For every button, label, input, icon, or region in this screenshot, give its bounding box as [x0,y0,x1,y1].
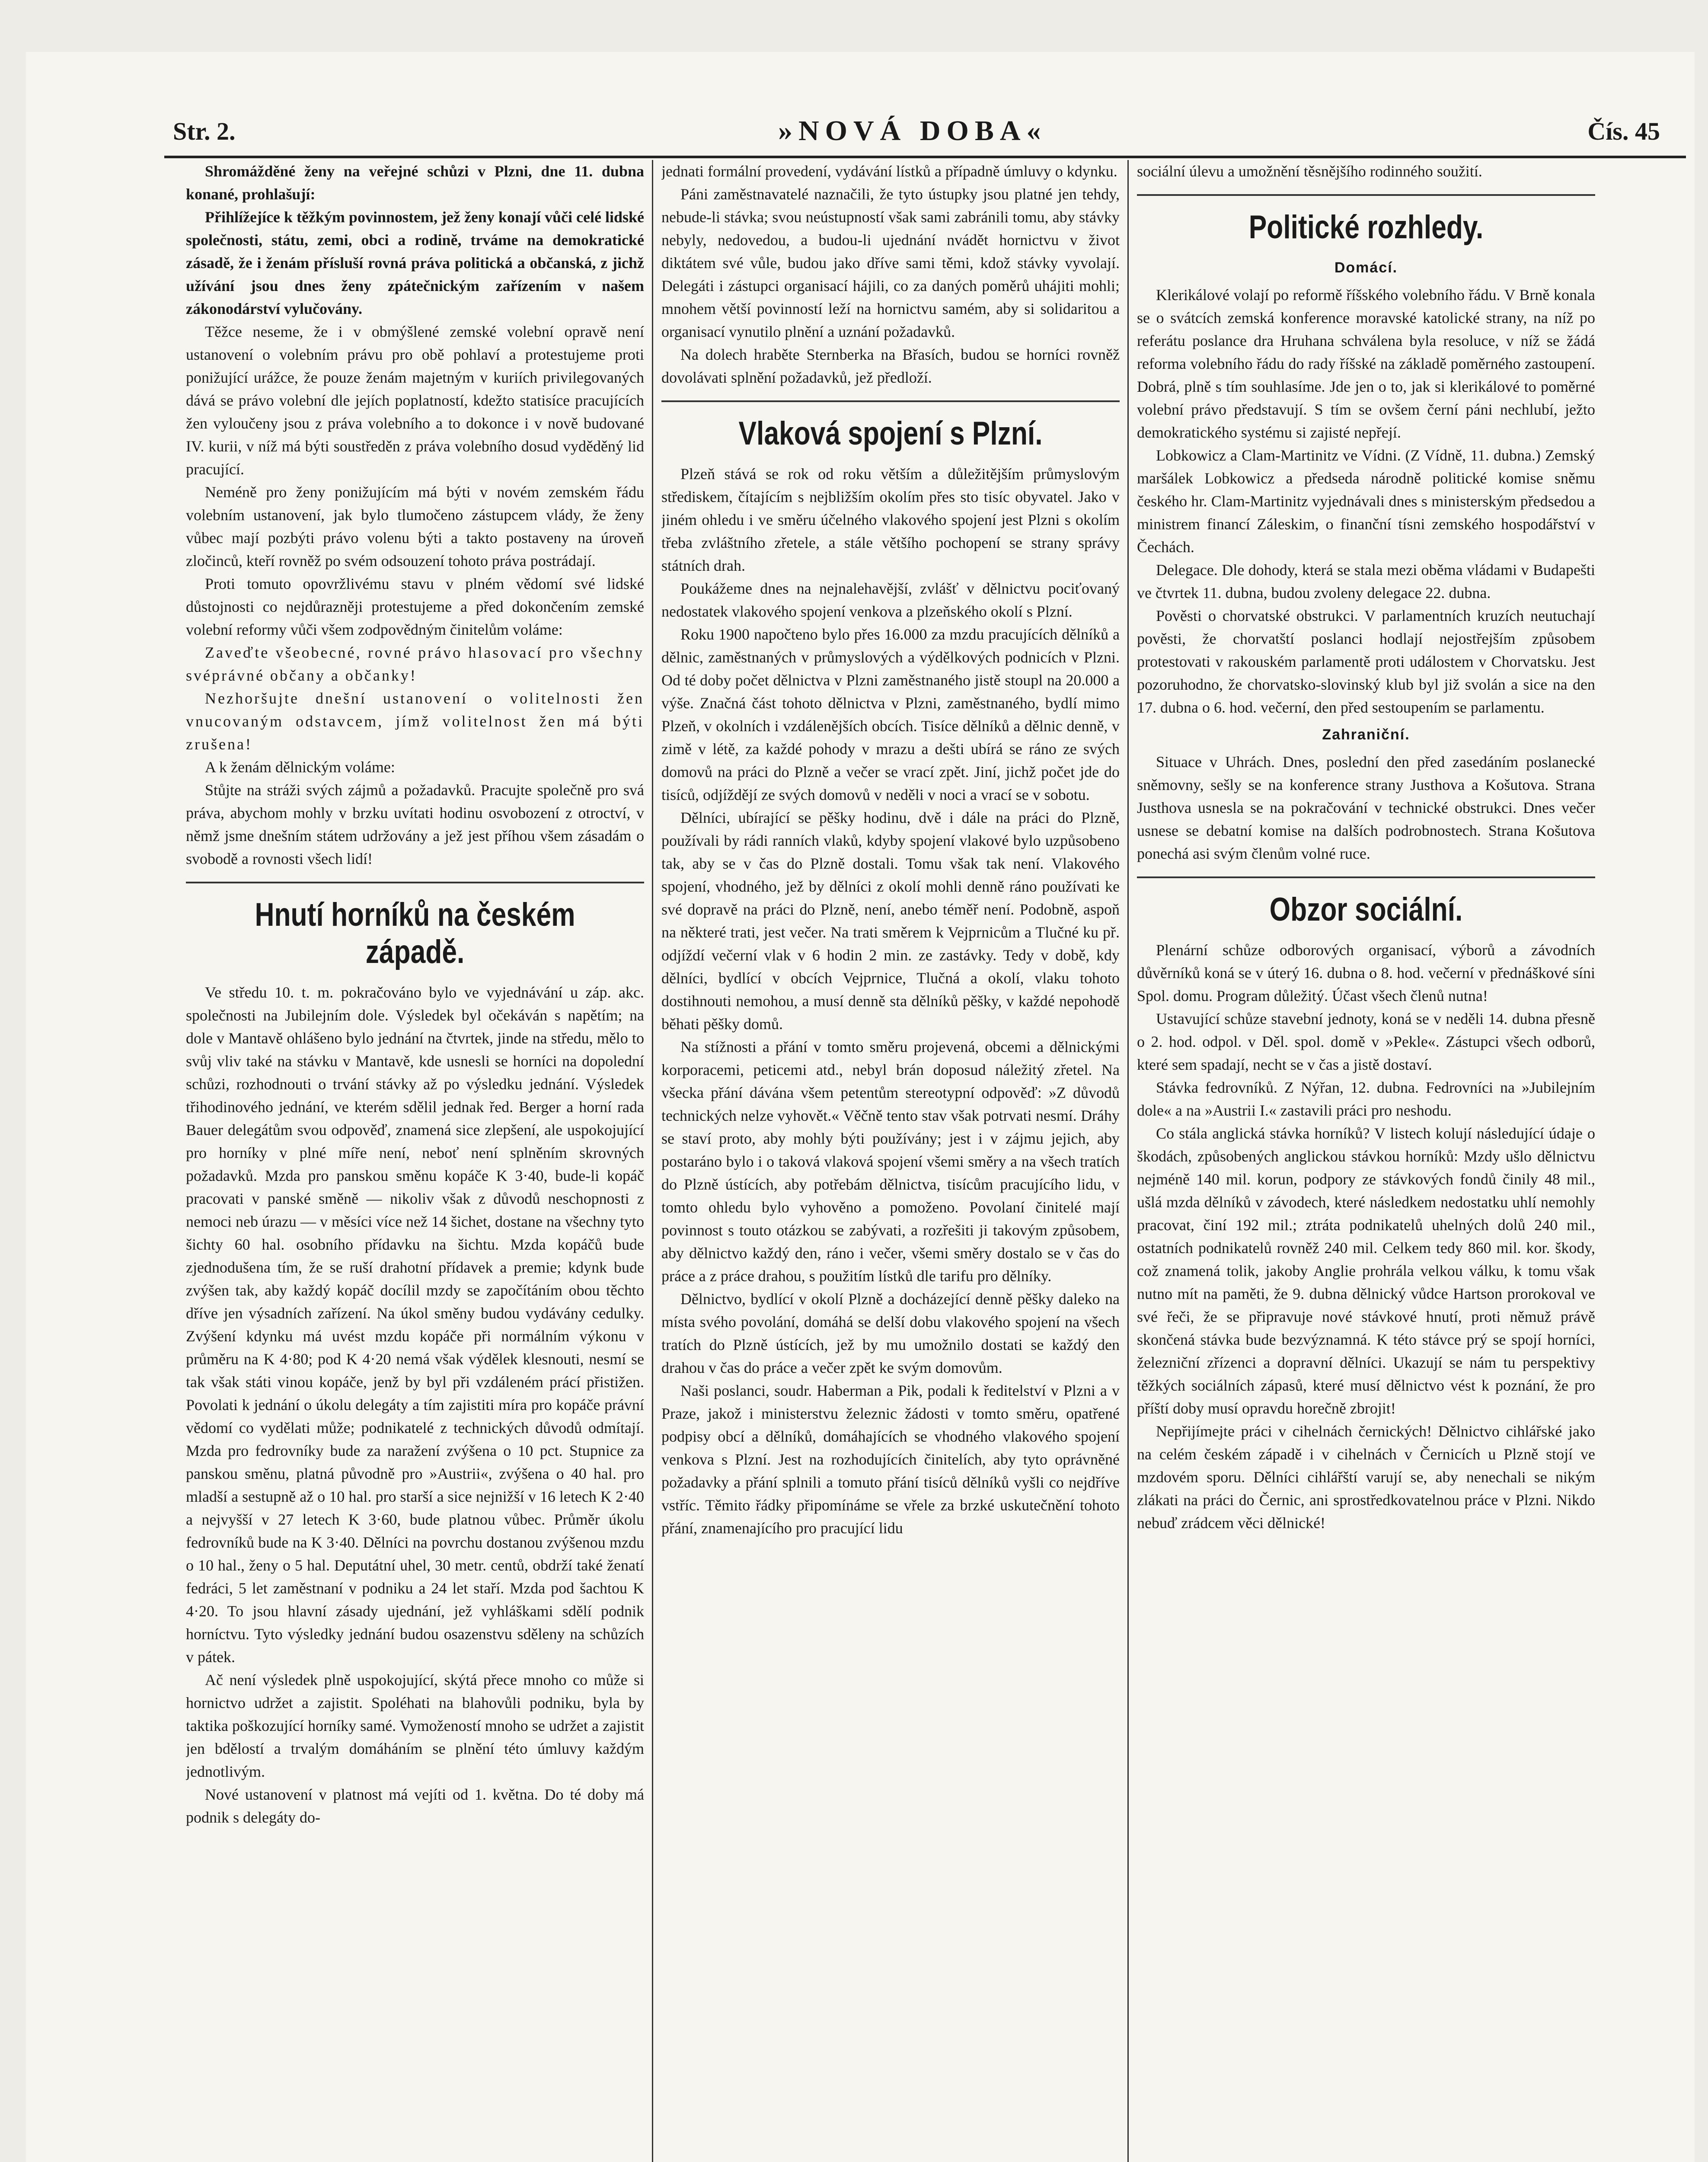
paragraph: Zaveďte všeobecné, rovné právo hlasovací pro všechny svéprávné občany a občanky! [186,644,644,684]
paragraph: Shromážděné ženy na veřejné schůzi v Plzni, dne 11. dubna konané, prohlašují: [186,163,644,203]
paragraph: Pověsti o chorvatské obstrukci. V parlamentních kruzích neutuchají pověsti, že chorvatští poslanci hodlají nejostřejším způsobem protestovati v rakouském parlamentě proti událostem v Chorvatsku. Jest pozoruhodno, že chorvatsko-slovinský klub byl již svolán a sice na den 17. dubna o 6. hod. večerní, den před sestoupením se parlamentu. [1137,607,1595,716]
paragraph: Neméně pro ženy ponižujícím má býti v novém zemském řádu volebním ustanovení, jak bylo tlumočeno zástupcem vlády, že ženy vůbec mají pozbýti právo volenu býti a takto postaveny na úroveň zločinců, kteří rovněž po svém odsouzení tohoto práva postrádají. [186,483,644,569]
paragraph: Dělnictvo, bydlící v okolí Plzně a docházející denně pěšky daleko na místa svého povolání, domáhá se delší dobu vlakového spojení na všech tratích do Plzně ústících, jež by mu umožnilo dostati se každý den drahou v čas do práce a večer zpět ke svým domovům. [661,1290,1120,1376]
paragraph: Nepřijímejte práci v cihelnách černických! Dělnictvo cihlářské jako na celém českém západě i v cihelnách v Černicích u Plzně stojí ve mzdovém sporu. Dělníci cihlářští varují se, aby nenechali se nikým zlákati na práci do Černic, ani sprostředkovatelnou práce v Plzni. Nikdo nebuď zrádcem věci dělnické! [1137,1423,1595,1532]
paragraph: Nezhoršujte dnešní ustanovení o volitelnosti žen vnucovaným odstavcem, jímž volitelnost žen má býti zrušena! [186,690,644,753]
paragraph: sociální úlevu a umožnění těsnějšího rodinného soužití. [1137,163,1482,180]
paragraph: Ustavující schůze stavební jednoty, koná se v neděli 14. dubna přesně o 2. hod. odpol. v Děl. spol. domě v »Pekle«. Zástupci všech odborů, které sem spadají, necht se v čas a jistě dostaví. [1137,1010,1595,1073]
subsection-heading: Zahraniční. [1322,726,1410,743]
paragraph: Naši poslanci, soudr. Haberman a Pik, podali k ředitelství v Plzni a v Praze, jakož i ministerstvu železnic žádosti v tomto směru, opatřené podpisy obcí a dělníků, domáhajících se vhodného vlakového spojení venkova s Plzní. Jest na rozhodujících činitelích, aby tyto oprávněné požadavky a přání splnili a tomuto přání tisíců dělníků vyšli co nejdříve vstříc. Těmito řádky připomínáme se vřele za brzké uskutečnění tohoto přání, znamenajícího pro pracující lidu [661,1382,1120,1537]
subsection-heading: Domácí. [1334,259,1398,276]
paragraph: Lobkowicz a Clam-Martinitz ve Vídni. (Z Vídně, 11. dubna.) Zemský maršálek Lobkowicz a předseda národně politické komise sněmu českého hr. Clam-Martinitz vyjednávali dnes s ministerským předsedou a ministrem financí Záleskim, o finanční tísni zemského hospodářství v Čechách. [1137,447,1595,556]
paragraph: Situace v Uhrách. Dnes, poslední den před zasedáním poslanecké sněmovny, sešly se na konference strany Justhova a Košutova. Strana Justhova usnesla se na pokračování v technické obstrukci. Dnes večer usnese se debatní komise na dalších podrobnostech. Strana Košutova ponechá asi svým členům volné ruce. [1137,753,1595,862]
paragraph: Klerikálové volají po reformě říšského volebního řádu. V Brně konala se o svátcích zemská konference moravské katolické strany, na níž po referátu poslance dra Hruhana schválena byla resoluce, v níž se žádá reforma volebního řádu do rady říšské na základě poměrného zastoupení. Dobrá, plně s tím souhlasíme. Jde jen o to, jak si klerikálové to poměrné volební právo představují. S tím se ovšem černí páni nechlubí, ježto demokratického systému si zajisté nepřejí. [1137,286,1595,441]
paragraph: Delegace. Dle dohody, která se stala mezi oběma vládami v Budapešti ve čtvrtek 11. dubna, budou zvoleny delegace 22. dubna. [1137,561,1595,601]
page-number: Str. 2. [173,117,236,145]
article-headline: Hnutí horníků na českém západě. [255,896,575,970]
paragraph: Roku 1900 napočteno bylo přes 16.000 za mzdu pracujících dělníků a dělnic, zaměstnaných v průmyslových a výdělkových podnicích v Plzni. Od té doby počet dělnictva v Plzni zaměstnaného jistě stoupl na 20.000 a výše. Značná část tohoto dělnictva v Plzni, zaměstnaného, bydlí mimo Plzeň, v okolních i vzdálenějších obcích. Tisíce dělníků a dělnic denně, v zimě v létě, za každé pohody v mrazu a dešti ubírá se ráno ze svých domovů na práci do Plzně a večer se vrací zpět. Jiní, jichž počet jde do tisíců, odjíždějí ze svých domovů v neděli v noci a vrací se v sobotu. [661,626,1120,803]
column-2 [661,160,1120,2162]
column-3 [1137,160,1595,2162]
paragraph: Stůjte na stráži svých zájmů a požadavků. Pracujte společně pro svá práva, abychom mohly v brzku uvítati hodinu osvobození z otroctví, v němž jsme dnešním státem udržovány a jež jest příhou všem zásadám o svobodě a rovnosti všech lidí! [186,781,644,867]
section-separator [1137,194,1595,196]
column-1 [186,160,644,2162]
paragraph: Ač není výsledek plně uspokojující, skýtá přece mnoho co může si hornictvo udržet a zajistit. Spoléhati na blahovůli podniku, byla by taktika poškozující horníky samé. Vymožeností mnoho se udržet a zajistit jen bdělostí a trvalým domáháním se plnění této úmluvy každým jednotlivým. [186,1671,644,1780]
column-divider [652,160,653,2162]
article-headline: Vlaková spojení s Plzní. [738,415,1043,452]
paragraph: Plenární schůze odborových organisací, výborů a závodních důvěrníků koná se v úterý 16. dubna o 8. hod. večerní v přednáškové síni Spol. domu. Program důležitý. Účast všech členů nutna! [1137,941,1595,1004]
paragraph: Proti tomuto opovržlivému stavu v plném vědomí své lidské důstojnosti co nejdůrazněji protestujeme a před dokončením zemské volební reformy vůči všem zodpovědným činitelům voláme: [186,575,644,638]
paragraph: Poukážeme dnes na nejnalehavější, zvlášť v dělnictvu pociťovaný nedostatek vlakového spojení venkova a plzeňského okolí s Plzní. [661,580,1120,620]
paragraph: Dělníci, ubírající se pěšky hodinu, dvě i dále na práci do Plzně, používali by rádi ranních vlaků, kdyby spojení vlakové bylo uzpůsobeno tak, aby se v čas do Plzně dostali. Tomu však tak není. Vlakového spojení, vhodného, jež by dělníci z okolí mohli denně ráno používati ke své dopravě na práci do Plzně, není, anebo téměř není. Podobně, aspoň na některé trati, jest večer. Na trati směrem k Vejprnicům a Tlučné ku př. odjíždí večerní vlak v 6 hodin 2 min. ze zastávky. Tedy v době, kdy dělníci, bydlící v obcích Vejprnice, Tlučná a okolí, vlaku tohoto dostihnouti nemohou, a musí denně sta dělníků pěšky, v každé nepohodě běhati pěšky domů. [661,809,1120,1033]
paragraph: Těžce neseme, že i v obmýšlené zemské volební opravě není ustanovení o volebním právu pro obě pohlaví a protestujeme proti ponižující urážce, že pouze ženám majetným v kuriích privilegovaných dává se právo volební dle jejích poplatností, kdežto statisíce pracujících žen vyloučeny jsou z práva volebního a to dokonce i v nově budované IV. kurii, v níž má býti soustředěn z práva volebního dosud vyděděný lid pracující. [186,323,644,478]
paragraph: Plzeň stává se rok od roku větším a důležitějším průmyslovým střediskem, čítajícím s nejbližším okolím přes sto tisíc obyvatel. Jako v jiném ohledu i ve směru účelného vlakového spojení jest Plzni s okolím třeba zvláštního zřetele, a stále většího pochopení se strany správy státních drah. [661,465,1120,574]
section-separator [1137,876,1595,878]
paragraph: A k ženám dělnickým voláme: [205,758,395,776]
paragraph: Stávka fedrovníků. Z Nýřan, 12. dubna. Fedrovníci na »Jubilejním dole« a na »Austrii I.« zastavili práci pro neshodu. [1137,1079,1595,1119]
paragraph: Na stížnosti a přání v tomto směru projevená, obcemi a dělnickými korporacemi, peticemi atd., nebyl brán doposud náležitý zřetel. Na všecka přání dávána všem petentům stereotypní odpověď: »Z důvodů technických nelze vyhovět.« Věčně tento stav však potrvati nesmí. Dráhy se staví proto, aby mohly býti používány; jest i v zájmu jejich, aby postaráno bylo i o taková vlaková spojení všemi směry a na všech tratích do Plzně ústících, aby potřebám dělnictva, tisícům pracujícího lidu, v tomto ohledu bylo vyhověno a pomoženo. Povolaní činitelé mají povinnost s touto otázkou se zabývati, a rozřešiti ji takovým způsobem, aby dělnictvo každý den, ráno i večer, všemi směry dostalo se v čas do práce a z práce drahou, s použitím lístků dle tarifu pro dělníky. [661,1038,1120,1285]
column-divider [1127,160,1129,2162]
paragraph: Ve středu 10. t. m. pokračováno bylo ve vyjednávání u záp. akc. společnosti na Jubilejním dole. Výsledek byl očekáván s napětím; na dole v Mantavě ohlášeno bylo jednání na čtvrtek, jinde na středu, mělo to svůj vliv také na stávku v Mantavě, kde usnesli se horníci na dopolední schůzi, rozhodnouti o trvání stávky až po výsledku jednání. Výsledek třihodinového jednání, ve kterém sdělil jednak řed. Berger a horní rada Bauer delegátům svou odpověď, znamená sice zlepšení, ale uspokojující pro horníky v plné míře není, neboť není splněním skrovných požadavků. Mzda pro panskou směnu kopáče K 3·40, bude-li kopáč pracovati v panské směně — nikoliv však z důvodů neschopnosti z nemoci neb úrazu — v měsíci více než 14 šichet, dostane na všechny tyto šichty 60 hal. osobního přídavku na šichtu. Mzda kopáčů bude zjednodušena tím, že se ruší drahotní přídavek a premie; kdynk bude zvýšen tak, aby každý kopáč docílil mzdy se započítáním obou těchto dříve jen výsadních zařízení. Na úkol směny budou vydávány cedulky. Zvýšení kdynku má uvést mzdu kopáče při normálním výkonu v průměru na K 4·80; pod K 4·20 nemá však výdělek klesnouti, nesmí se tak však státi vinou kopáče, jenž by byl při vzdáleném prácí přistižen. Povolati k jednání o úkolu delegáty a tím zajistiti míra pro kopáče právní vědomí co vydělati může; podnikatelé z technických důvodů odmítají. Mzda pro fedrovníky bude za naražení zvýšena o 10 pct. Stupnice za panskou směnu, platná původně pro »Austrii«, zvýšena o 40 hal. pro mladší a sestupně až o 10 hal. pro starší a sice nejnižší v 16 letech K 2·40 a nejvyšší v 27 letech K 3·60, bude platnou vůbec. Průměr úkolu fedrovníků bude na K 3·40. Dělníci na povrchu dostanou zvýšenou mzdu o 10 hal., ženy o 5 hal. Deputátní uhel, 30 metr. centů, obdrží také ženatí fedráci, 5 let zaměstnaní v podniku a 24 let staří. Mzda pod šachtou K 4·20. To jsou hlavní zásady ujednání, jež vyhláškami sdělí podnik horníctvu. Tyto výsledky jednání budou osazenstvu sděleny na schůzích v pátek. [186,984,644,1666]
paragraph: Na dolech hraběte Sternberka na Břasích, budou se horníci rovněž dovolávati splnění požadavků, jež předloží. [661,346,1120,386]
section-headline: Obzor sociální. [1269,891,1463,928]
paragraph: Přihlížejíce k těžkým povinnostem, jež ženy konají vůči celé lidské společnosti, státu, zemi, obci a rodině, trváme na demokratické zásadě, že i ženám přísluší rovná práva politická a občanská, z jichž užívání jsou dnes ženy zpátečnickým zařízením v našem zákonodárství vylučovány. [186,208,644,317]
header-rule [164,156,1686,158]
section-separator [186,882,644,883]
issue-number: Čís. 45 [1587,117,1660,145]
page-header [173,108,1686,156]
section-headline: Politické rozhledy. [1248,209,1484,246]
paragraph: Nové ustanovení v platnost má vejíti od 1. května. Do té doby má podnik s delegáty do- [186,1786,644,1826]
paragraph: Páni zaměstnavatelé naznačili, že tyto ústupky jsou platné jen tehdy, nebude-li stávka; svou neústupností však sami zabránili tomu, aby stávky nebyly, nedovedou, a budou-li ujednání nvádět hornictvu v život diktátem své vůle, budou jako dříve sami těmi, kdož stávky vyvolají. Delegáti i zástupci organisací hájili, co za daných poměrů uhájiti mohli; mnohem větší povinností leží na hornictvu samém, aby si solidaritou a organisací vynutilo plnění a uznání požadavků. [661,185,1120,340]
paragraph: jednati formální provedení, vydávání lístků a případně úmluvy o kdynku. [661,163,1117,180]
section-separator [661,400,1120,402]
paragraph: Co stála anglická stávka horníků? V listech kolují následující údaje o škodách, způsobených anglickou stávkou horníků: Mzdy ušlo dělnictvu nejméně 140 mil. korun, podpory ze stávkových fondů činily 48 mil., ušlá mzda dělníků v závodech, které následkem nedostatku uhlí nemohly pracovat, činí 192 mil.; ztráta podnikatelů uhelných dolů 240 mil., ostatních podnikatelů rovněž 240 mil. Celkem tedy 860 mil. kor. škody, což znamená tolik, jakoby Anglie prohrála velkou válku, k tomu však nutno mít na paměti, že 9. dubna dělnický vůdce Hartson prorokoval ve své řeči, že se připravuje nové stávkové hnutí, proti němuž právě skončená stávka bude bezvýznamná. K této stávce prý se spojí horníci, železniční zřízenci a dopravní dělníci. Ukazují se nám tu perspektivy těžkých sociálních zápasů, které musí dělnictvo vést k poznání, že pro příští doby musí opravdu horečně zbrojit! [1137,1125,1595,1417]
masthead-title: »NOVÁ DOBA« [778,115,1047,147]
